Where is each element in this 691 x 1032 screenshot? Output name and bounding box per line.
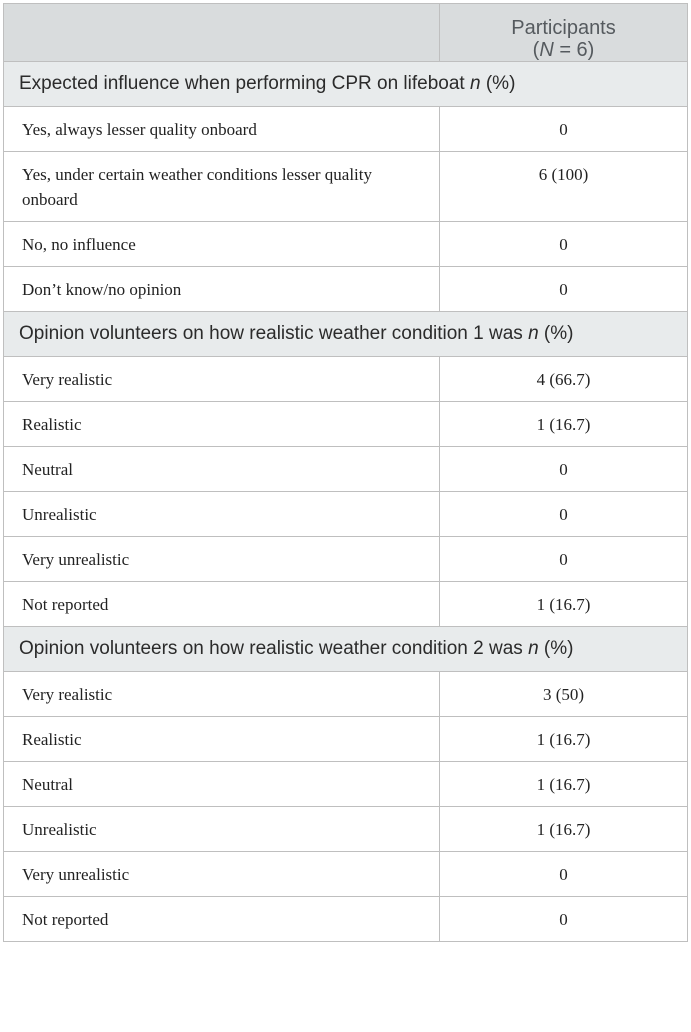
header-cell-empty bbox=[4, 4, 440, 62]
row-value: 4 (66.7) bbox=[440, 357, 688, 402]
section-header-row bbox=[4, 627, 688, 672]
row-value: 1 (16.7) bbox=[440, 402, 688, 447]
row-value: 1 (16.7) bbox=[440, 582, 688, 627]
table-row bbox=[4, 492, 688, 537]
row-value: 0 bbox=[440, 537, 688, 582]
header-n-symbol: N bbox=[539, 39, 554, 61]
section-header-row bbox=[4, 312, 688, 357]
row-value: 0 bbox=[440, 852, 688, 897]
header-open-paren: ( bbox=[532, 39, 540, 61]
section-title-text: Expected influence when performing CPR on lifeboat bbox=[19, 73, 470, 94]
table-row bbox=[4, 762, 688, 807]
header-row bbox=[4, 4, 688, 62]
row-value: 1 (16.7) bbox=[440, 762, 688, 807]
row-label: Very unrealistic bbox=[4, 537, 440, 582]
row-value: 0 bbox=[440, 107, 688, 152]
row-value: 1 (16.7) bbox=[440, 717, 688, 762]
section-title-n-symbol: n bbox=[469, 73, 481, 94]
header-n-value: = 6) bbox=[553, 39, 595, 61]
row-label: Realistic bbox=[4, 402, 440, 447]
section-title-unit: (%) bbox=[538, 638, 574, 659]
section-title-n-symbol: n bbox=[528, 323, 539, 344]
row-value: 0 bbox=[440, 897, 688, 942]
table-row bbox=[4, 717, 688, 762]
row-value: 3 (50) bbox=[440, 672, 688, 717]
section-title bbox=[4, 62, 688, 107]
section-title bbox=[4, 627, 688, 672]
table-row bbox=[4, 267, 688, 312]
section-title-unit: (%) bbox=[538, 323, 574, 344]
section-header-row bbox=[4, 62, 688, 107]
table-row bbox=[4, 897, 688, 942]
row-label: Not reported bbox=[4, 582, 440, 627]
header-cell-participants bbox=[440, 4, 688, 62]
row-value: 0 bbox=[440, 447, 688, 492]
row-label: Very unrealistic bbox=[4, 852, 440, 897]
section-title-text: Opinion volunteers on how realistic weather condition 1 was bbox=[19, 323, 529, 344]
row-value: 0 bbox=[440, 222, 688, 267]
results-table bbox=[3, 3, 688, 942]
table-row bbox=[4, 582, 688, 627]
table-row bbox=[4, 537, 688, 582]
table-row bbox=[4, 107, 688, 152]
section-title-n-symbol: n bbox=[528, 638, 539, 659]
row-label: Don’t know/no opinion bbox=[4, 267, 440, 312]
table-row bbox=[4, 152, 688, 222]
table-row bbox=[4, 402, 688, 447]
row-label: Unrealistic bbox=[4, 492, 440, 537]
row-label: Neutral bbox=[4, 447, 440, 492]
header-participants-label: Participants bbox=[511, 17, 616, 39]
table-row bbox=[4, 222, 688, 267]
row-label: Very realistic bbox=[4, 672, 440, 717]
row-value: 0 bbox=[440, 267, 688, 312]
row-label: Not reported bbox=[4, 897, 440, 942]
row-label: Yes, always lesser quality onboard bbox=[4, 107, 440, 152]
section-title-unit: (%) bbox=[480, 73, 516, 94]
section-title-text: Opinion volunteers on how realistic weather condition 2 was bbox=[19, 638, 529, 659]
row-label: Very realistic bbox=[4, 357, 440, 402]
table-row bbox=[4, 357, 688, 402]
table-row bbox=[4, 447, 688, 492]
row-value: 0 bbox=[440, 492, 688, 537]
row-label: Neutral bbox=[4, 762, 440, 807]
table-row bbox=[4, 852, 688, 897]
row-label: Yes, under certain weather conditions lesser quality onboard bbox=[4, 152, 440, 222]
section-title bbox=[4, 312, 688, 357]
table-row bbox=[4, 672, 688, 717]
row-label: Realistic bbox=[4, 717, 440, 762]
row-label: Unrealistic bbox=[4, 807, 440, 852]
row-value: 6 (100) bbox=[440, 152, 688, 222]
row-value: 1 (16.7) bbox=[440, 807, 688, 852]
row-label: No, no influence bbox=[4, 222, 440, 267]
table-row bbox=[4, 807, 688, 852]
